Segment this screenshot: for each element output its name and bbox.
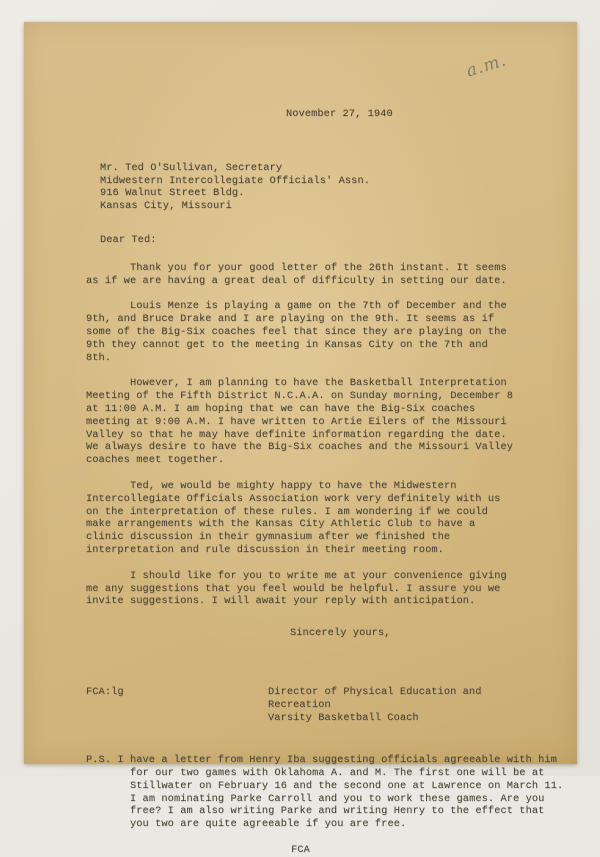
- handwritten-annotation: a.m.: [463, 50, 510, 82]
- signature-title-line: Director of Physical Education and Recreation: [268, 685, 482, 711]
- recipient-line: Mr. Ted O'Sullivan, Secretary: [100, 161, 283, 174]
- letter-date: November 27, 1940: [286, 108, 393, 120]
- signature-block: [86, 686, 515, 724]
- reference-initials: FCA:lg: [86, 685, 124, 698]
- recipient-line: Kansas City, Missouri: [100, 200, 232, 213]
- body-paragraph: Louis Menze is playing a game on the 7th of December and the 9th, and Bruce Drake and I are playing on the 9th. It seems as if some of the Big-Six coaches feel that since they are playing on the 9th they cannot get to the meeting in Kansas City on the 7th and 8th.: [86, 300, 507, 364]
- letter-paper: [24, 22, 577, 857]
- recipient-line: Midwestern Intercollegiate Officials' Assn.: [100, 174, 371, 187]
- footer-initials: FCA: [291, 844, 310, 857]
- recipient-address: [100, 162, 515, 213]
- closing: Sincerely yours,: [290, 627, 391, 640]
- signature-titles: [268, 686, 515, 724]
- body-paragraph: Thank you for your good letter of the 26th instant. It seems as if we are having a great deal of difficulty in setting our date.: [86, 261, 507, 287]
- recipient-line: 916 Walnut Street Bldg.: [100, 187, 245, 200]
- letter-content: [24, 22, 577, 857]
- signature-title-line: Varsity Basketball Coach: [268, 711, 419, 724]
- body-paragraph: However, I am planning to have the Basketball Interpretation Meeting of the Fifth District N.C.A.A. on Sunday morning, December 8 at 11:00 A.M. I am hoping that we can have the Big-Six coaches meeting at 9:00 A.M. I have written to Artie Eilers of the Missouri Valley so that he may have definite information regarding the date. We always desire to have the Big-Six coaches and the Missouri Valley coaches meet together.: [86, 377, 513, 467]
- salutation: Dear Ted:: [100, 233, 157, 246]
- postscript: P.S. I have a letter from Henry Iba suggesting officials agreeable with him for our two games with Oklahoma A. and M. The first one will be at Stillwater on February 16 and the second one at Lawrence on March 11. I am nominating Parke Carroll and you to work these games. Are you free? I am also writing Parke and writing Henry to the effect that you two are quite agreeable if you are free.: [86, 754, 564, 831]
- body-paragraph: I should like for you to write me at your convenience giving me any suggestions that you feel would be helpful. I assure you we invite suggestions. I will await your reply with anticipation.: [86, 569, 507, 608]
- body-paragraph: Ted, we would be mighty happy to have the Midwestern Intercollegiate Officials Association work very definitely with us on the interpretation of these rules. I am wondering if we could make arrangements with the Kansas City Athletic Club to have a clinic discussion in their gymnasium after we finished the interpretation and rule discussion in their meeting room.: [86, 479, 501, 556]
